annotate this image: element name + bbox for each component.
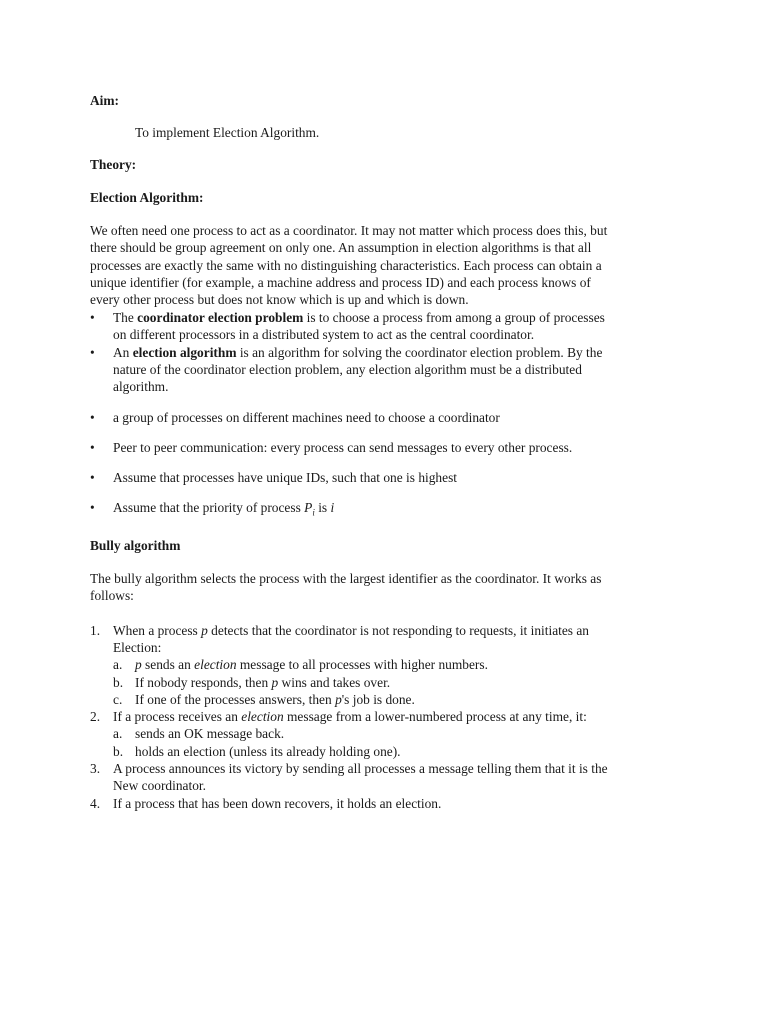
election-heading: Election Algorithm: [90, 190, 204, 205]
bullet-item-line: algorithm. [113, 379, 169, 394]
paragraph-line: unique identifier (for example, a machine address and process ID) and each process knows of [90, 275, 591, 290]
sublist-item-job-done: If one of the processes answers, then p's job is done. [135, 692, 415, 707]
bullet-item-group: a group of processes on different machines need to choose a coordinator [113, 410, 500, 425]
bully-heading: Bully algorithm [90, 538, 181, 553]
bullet-icon: • [90, 345, 95, 360]
aim-heading: Aim: [90, 93, 120, 108]
bully-intro-line: The bully algorithm selects the process with the largest identifier as the coordinator. It works as [90, 571, 602, 586]
paragraph-line: processes are exactly the same with no distinguishing characteristics. Each process can obtain a [90, 258, 602, 273]
sublist-item-wins: If nobody responds, then p wins and takes over. [135, 675, 391, 690]
list-item-line: Election: [113, 640, 162, 655]
list-item-line: New coordinator. [113, 778, 206, 793]
list-number: 1. [90, 623, 101, 638]
bully-intro-line: follows: [90, 588, 134, 603]
list-number: 4. [90, 796, 101, 811]
sublist-letter: c. [113, 692, 123, 707]
bullet-item-election-algorithm: An election algorithm is an algorithm for solving the coordinator election problem. By the [113, 345, 603, 360]
list-item-receives: If a process receives an election message from a lower-numbered process at any time, it: [113, 709, 587, 724]
paragraph-line: there should be group agreement on only one. An assumption in election algorithms is that all [90, 240, 592, 255]
bullet-item-unique-ids: Assume that processes have unique IDs, such that one is highest [113, 470, 457, 485]
paragraph-line: every other process but does not know which is up and which is down. [90, 292, 469, 307]
list-number: 3. [90, 761, 101, 776]
theory-heading: Theory: [90, 157, 137, 172]
bullet-icon: • [90, 310, 95, 325]
sublist-letter: b. [113, 744, 124, 759]
bullet-item-line: on different processors in a distributed system to act as the central coordinator. [113, 327, 535, 342]
list-number: 2. [90, 709, 101, 724]
bullet-item-priority: Assume that the priority of process $P_i$ is i [113, 500, 335, 518]
list-item-recovers: If a process that has been down recovers, it holds an election. [113, 796, 442, 811]
bullet-item-coordinator-problem: The coordinator election problem is to choose a process from among a group of processes [113, 310, 605, 325]
sublist-letter: a. [113, 726, 123, 741]
bullet-item-peer: Peer to peer communication: every process can send messages to every other process. [113, 440, 573, 455]
bullet-icon: • [90, 410, 95, 425]
sublist-item-holds: holds an election (unless its already holding one). [135, 744, 401, 759]
list-item-detect: When a process p detects that the coordinator is not responding to requests, it initiates an [113, 623, 590, 638]
paragraph-line: We often need one process to act as a coordinator. It may not matter which process does this, but [90, 223, 608, 238]
sublist-item-send-election: p sends an election message to all processes with higher numbers. [135, 657, 488, 672]
bullet-item-line: nature of the coordinator election problem, any election algorithm must be a distributed [113, 362, 582, 377]
sublist-item-ok: sends an OK message back. [135, 726, 285, 741]
bullet-icon: • [90, 470, 95, 485]
list-item-victory: A process announces its victory by sending all processes a message telling them that it is the [113, 761, 608, 776]
bullet-icon: • [90, 440, 95, 455]
sublist-letter: a. [113, 657, 123, 672]
bullet-icon: • [90, 500, 95, 515]
sublist-letter: b. [113, 675, 124, 690]
aim-text: To implement Election Algorithm. [135, 125, 320, 140]
